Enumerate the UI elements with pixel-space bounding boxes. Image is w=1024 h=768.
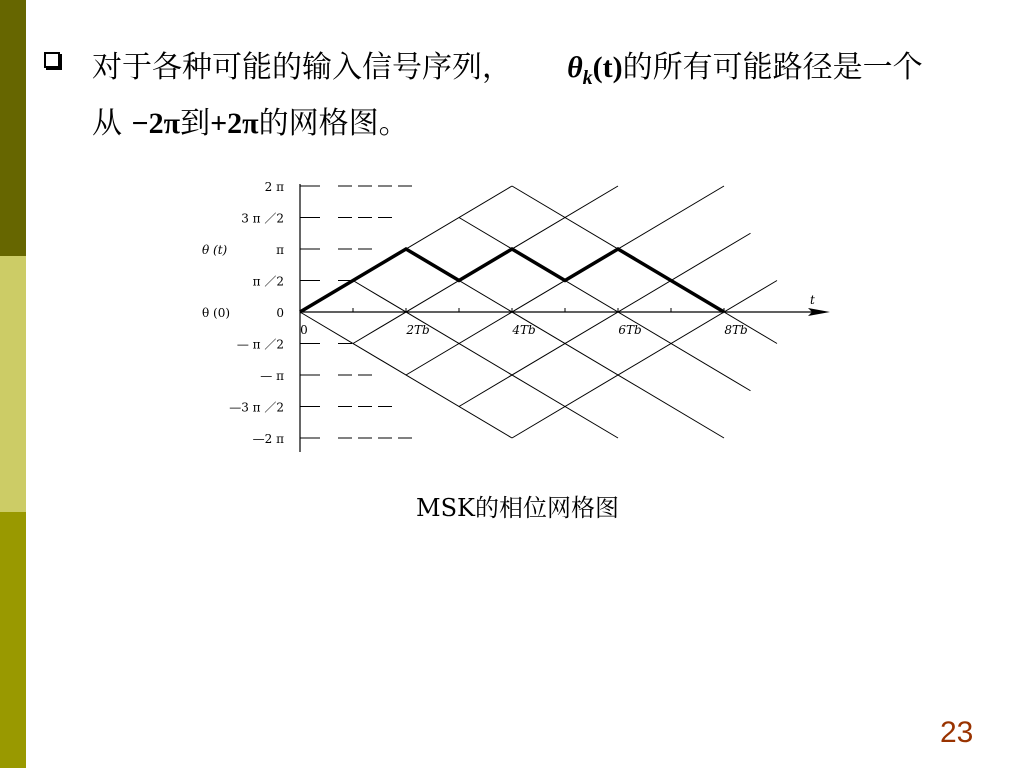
x-axis-label: t — [810, 293, 815, 307]
y-tick-label: — π — [260, 369, 284, 383]
sidebar-segment-dark — [0, 0, 26, 256]
highlighted-phase-path — [300, 249, 724, 312]
x-tick-label: 6Tb — [618, 323, 642, 337]
msk-phase-trellis-diagram — [190, 170, 850, 470]
theta-subscript: k — [582, 67, 593, 89]
y-tick-label: π ／2 — [252, 274, 284, 289]
y-tick-label: π — [276, 243, 284, 257]
y-tick-label: — π ／2 — [236, 337, 284, 352]
text-lattice: 的网格图。 — [258, 106, 409, 141]
plus-two-pi: +2π — [210, 107, 259, 140]
theta-argument: (t) — [592, 51, 623, 84]
checkbox-bullet-icon — [44, 52, 60, 68]
y-tick-label: 3 π ／2 — [241, 211, 284, 226]
text-from: 从 — [92, 106, 132, 141]
theta-symbol: θ — [567, 51, 583, 84]
y-tick-label: —3 π ／2 — [229, 400, 284, 415]
x-tick-label: 2Tb — [406, 323, 430, 337]
trellis-line — [459, 233, 751, 406]
trellis-line — [353, 281, 618, 439]
trellis-line — [459, 218, 751, 391]
y-axis-label: θ (t) — [202, 243, 228, 257]
minus-two-pi: −2π — [131, 107, 181, 140]
text-to: 到 — [180, 106, 211, 141]
x-tick-label: 4Tb — [512, 323, 536, 337]
x-tick-label: 0 — [300, 323, 308, 337]
origin-label: θ (0) — [202, 306, 231, 320]
x-tick-label: 8Tb — [724, 323, 748, 337]
bullet-line-2 — [92, 98, 409, 142]
trellis-line — [512, 281, 777, 439]
bullet-line-1 — [92, 42, 923, 90]
sidebar-segment-light — [0, 256, 26, 512]
figure-caption: MSK的相位网格图 — [416, 494, 619, 522]
y-tick-label: —2 π — [252, 432, 284, 446]
page-number: 23 — [940, 716, 974, 749]
y-tick-label: 0 — [276, 306, 284, 320]
bullet-text-rest: 的所有可能路径是一个 — [622, 50, 923, 85]
y-tick-label: 2 π — [264, 180, 284, 194]
bullet-text-part: 对于各种可能的输入信号序列， — [92, 50, 512, 85]
sidebar-accent — [0, 0, 26, 768]
sidebar-segment-olive — [0, 512, 26, 768]
